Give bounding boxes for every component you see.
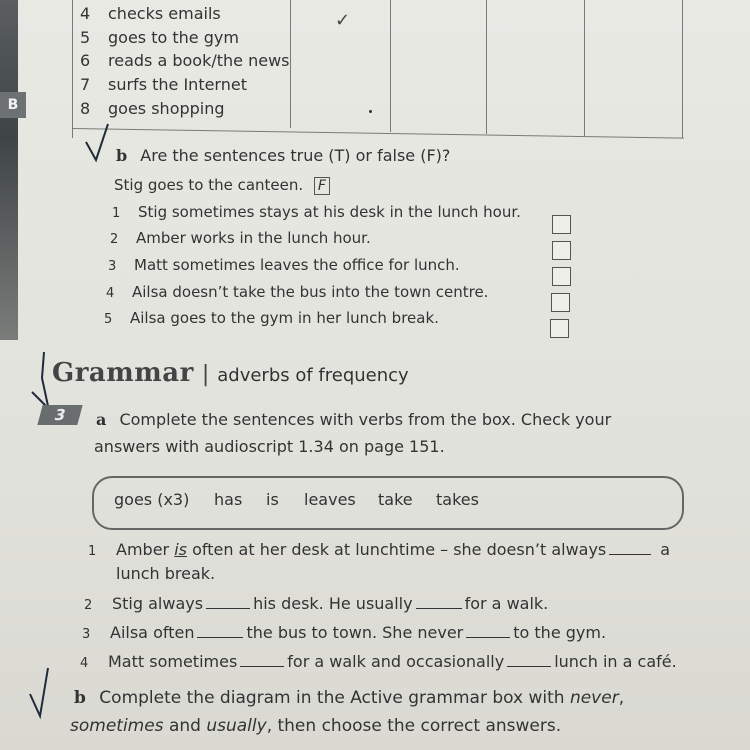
- part-a-instruction-line2: answers with audioscript 1.34 on page 151.: [94, 437, 445, 456]
- answer-blank[interactable]: [240, 665, 284, 667]
- example-answer-box: F: [314, 177, 330, 195]
- word-option: goes (x3): [114, 490, 190, 509]
- answer-checkbox[interactable]: [552, 215, 571, 234]
- answer-checkbox[interactable]: [552, 241, 571, 260]
- answer-blank[interactable]: [206, 607, 250, 609]
- part-b-instruction-line2: sometimes and usually, then choose the correct answers.: [70, 716, 562, 736]
- answer-blank[interactable]: [416, 607, 462, 609]
- check-mark-icon: ✓: [335, 10, 351, 31]
- tf-item: 3 Matt sometimes leaves the office for lunch.: [108, 256, 460, 274]
- answer-checkbox[interactable]: [550, 319, 569, 338]
- answer-blank[interactable]: [507, 665, 551, 667]
- gap-sentence: 4 Matt sometimes for a walk and occasionally lunch in a café.: [80, 652, 677, 671]
- example-sentence: Stig goes to the canteen. F: [114, 176, 330, 195]
- table-border: [584, 0, 585, 136]
- tf-item: 5 Ailsa goes to the gym in her lunch break.: [104, 309, 439, 327]
- part-a-instruction: a Complete the sentences with verbs from the box. Check your: [96, 410, 612, 429]
- tf-item: 4 Ailsa doesn’t take the bus into the town centre.: [106, 283, 489, 301]
- answer-checkbox[interactable]: [551, 293, 570, 312]
- answer-blank[interactable]: [197, 636, 243, 638]
- table-border: [390, 0, 391, 132]
- tf-item: 2 Amber works in the lunch hour.: [110, 229, 371, 247]
- section-tab: B: [0, 92, 26, 118]
- gap-sentence: 2 Stig always his desk. He usually for a walk.: [84, 594, 549, 613]
- word-option: take: [378, 490, 413, 509]
- answer-checkbox[interactable]: [552, 267, 571, 286]
- table-border: [290, 0, 291, 128]
- answer-blank[interactable]: [609, 553, 651, 555]
- word-box: [92, 476, 684, 530]
- exercise-b-instruction: b Are the sentences true (T) or false (F)?: [116, 146, 451, 165]
- adjacent-page-edge: [0, 0, 18, 340]
- pen-dot: [369, 110, 372, 113]
- word-option: has: [214, 490, 243, 509]
- word-option: is: [266, 490, 279, 509]
- grammar-heading: Grammar | adverbs of frequency: [52, 358, 409, 388]
- word-option: takes: [436, 490, 479, 509]
- gap-sentence-continuation: lunch break.: [116, 564, 216, 583]
- handwritten-check-icon: [26, 664, 76, 724]
- word-option: leaves: [304, 490, 356, 509]
- gap-sentence: 3 Ailsa often the bus to town. She never to the gym.: [82, 623, 607, 642]
- answer-blank[interactable]: [466, 636, 510, 638]
- activity-table: 4 checks emails 5 goes to the gym 6 reads a book/the news 7 surfs the Internet 8 goes shopping ✓: [72, 0, 684, 138]
- part-b-instruction: b Complete the diagram in the Active grammar box with never,: [74, 688, 625, 708]
- table-border: [72, 0, 73, 138]
- exercise-number-badge: 3: [37, 405, 82, 425]
- tf-item: 1 Stig sometimes stays at his desk in the lunch hour.: [112, 203, 521, 221]
- table-border: [486, 0, 487, 134]
- table-border: [682, 0, 683, 138]
- gap-sentence: 1 Amber is often at her desk at lunchtime – she doesn’t always a: [88, 540, 671, 559]
- table-border: [72, 128, 684, 139]
